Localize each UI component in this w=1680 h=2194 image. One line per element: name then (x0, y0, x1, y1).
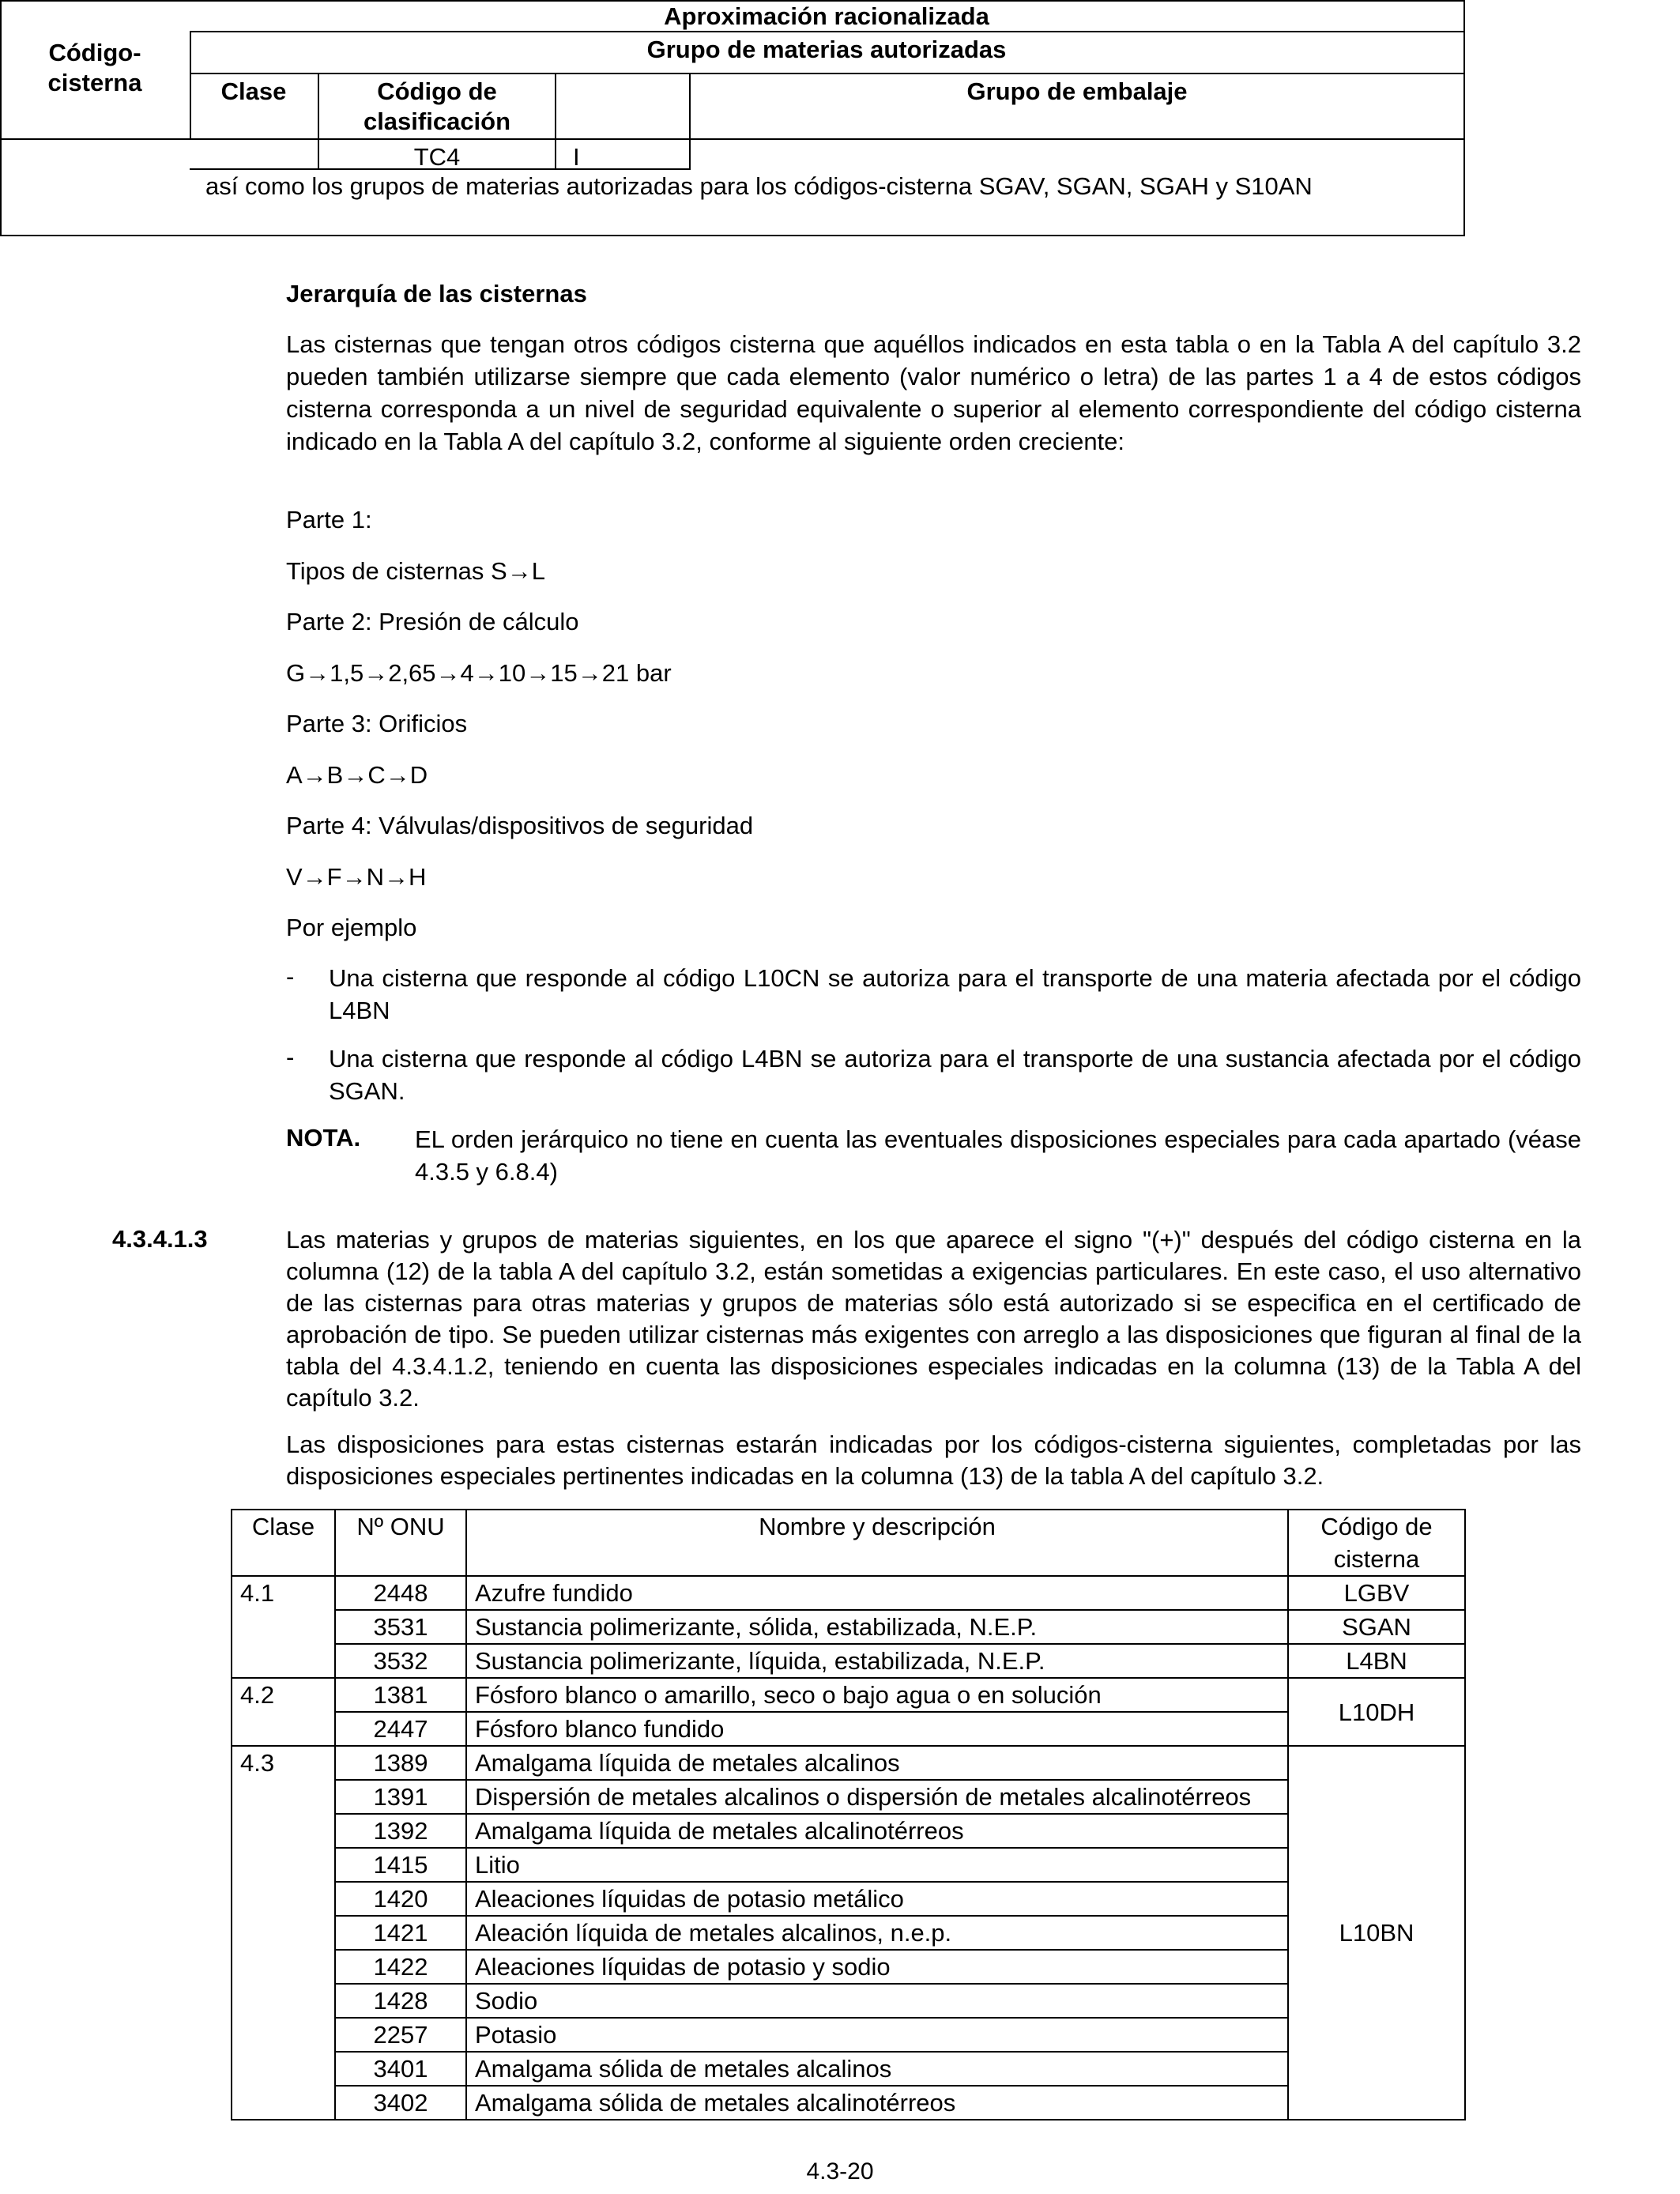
parte-3-label: Parte 3: Orificios (286, 710, 468, 737)
cell-nombre: Potasio (466, 2018, 1288, 2052)
table-row (232, 1984, 1465, 2018)
bullet-1: Una cisterna que responde al código L10CN se autoriza para el transporte de una materia afectada por el código L4BN (329, 964, 1581, 1024)
parte-1-value: Tipos de cisternas S→L (286, 557, 545, 585)
table-row (232, 1576, 1465, 1610)
table-row (232, 1678, 1465, 1712)
header-codigo-cisterna: Código de cisterna (1288, 1510, 1465, 1576)
ejemplo-label: Por ejemplo (286, 914, 417, 941)
cell-codigo-tc4: TC4 (413, 143, 461, 171)
cell-nombre: Fósforo blanco fundido (466, 1712, 1288, 1746)
cell-nombre: Amalgama líquida de metales alcalinos (466, 1746, 1288, 1780)
parte-2-label: Parte 2: Presión de cálculo (286, 608, 579, 635)
table-row (232, 1814, 1465, 1848)
bullet-2: Una cisterna que responde al código L4BN se autoriza para el transporte de una sustancia afectada por el código SGAN. (329, 1045, 1581, 1105)
cell-onu: 3532 (335, 1644, 466, 1678)
cell-nombre: Azufre fundido (466, 1576, 1288, 1610)
tank-code-table (231, 1509, 1466, 2120)
header-codigo-cisterna: Código- cisterna (47, 39, 142, 96)
cell-codigo: L10DH (1288, 1678, 1465, 1746)
cell-onu: 3531 (335, 1610, 466, 1644)
rule (190, 73, 1463, 74)
section2-para1: Las materias y grupos de materias siguientes, en los que aparece el signo "(+)" después del código cisterna en la columna (12) de la tabla A del capítulo 3.2, están sometidas a exigencias particulares. En este caso, el uso alternativo de las cisternas para otras materias y grupos de materias sólo está autorizado si se especifica en el certificado de aprobación de tipo. Se pueden utilizar cisternas más exigentes con arreglo a las disposiciones que figuran al final de la tabla del 4.3.4.1.2, teniendo en cuenta las disposiciones especiales indicadas en la columna (13) de la Tabla A del capítulo 3.2. (286, 1226, 1581, 1412)
table-row (232, 1712, 1465, 1746)
header-nombre: Nombre y descripción (466, 1510, 1288, 1576)
table-row (232, 1644, 1465, 1678)
cell-onu: 1420 (335, 1882, 466, 1916)
cell-nombre: Aleación líquida de metales alcalinos, n.e.p. (466, 1916, 1288, 1950)
cell-onu: 1428 (335, 1984, 466, 2018)
nota-text: EL orden jerárquico no tiene en cuenta las eventuales disposiciones especiales para cada apartado (véase 4.3.5 y 6.8.4) (415, 1125, 1581, 1186)
table-row (232, 2052, 1465, 2086)
cell-onu: 1392 (335, 1814, 466, 1848)
cell-onu: 2448 (335, 1576, 466, 1610)
cell-nombre: Amalgama sólida de metales alcalinotérreos (466, 2086, 1288, 2120)
section-number: 4.3.4.1.3 (112, 1225, 208, 1253)
cell-nombre: Sustancia polimerizante, líquida, estabilizada, N.E.P. (466, 1644, 1288, 1678)
cell-clase: 4.2 (232, 1678, 335, 1746)
header-clase: Clase (220, 77, 287, 105)
table-row (232, 2018, 1465, 2052)
cell-nombre: Sodio (466, 1984, 1288, 2018)
header-onu: Nº ONU (335, 1510, 466, 1576)
cell-nombre: Amalgama sólida de metales alcalinos (466, 2052, 1288, 2086)
cell-clase: 4.1 (232, 1576, 335, 1678)
bullet-dash: - (286, 1043, 295, 1071)
parte-1-label: Parte 1: (286, 506, 372, 533)
cell-nombre: Litio (466, 1848, 1288, 1882)
section-heading: Jerarquía de las cisternas (286, 280, 587, 307)
cell-codigo: SGAN (1288, 1610, 1465, 1644)
rule (555, 73, 556, 168)
cell-nombre: Fósforo blanco o amarillo, seco o bajo agua o en solución (466, 1678, 1288, 1712)
cell-onu: 1389 (335, 1746, 466, 1780)
cell-note: así como los grupos de materias autorizadas para los códigos-cisterna SGAV, SGAN, SGAH y S10AN (205, 172, 1313, 200)
table-header-row (232, 1510, 1465, 1576)
cell-codigo: L10BN (1288, 1746, 1465, 2120)
cell-onu: 1381 (335, 1678, 466, 1712)
cell-onu: 1391 (335, 1780, 466, 1814)
table-row (232, 1848, 1465, 1882)
parte-4-label: Parte 4: Válvulas/dispositivos de seguridad (286, 812, 754, 839)
parte-3-value: A→B→C→D (286, 761, 428, 789)
table-row (232, 2086, 1465, 2120)
section2-para2: Las disposiciones para estas cisternas estarán indicadas por los códigos-cisterna siguientes, completadas por las disposiciones especiales pertinentes indicadas en la columna (13) de la tabla A del capítulo 3.2. (286, 1431, 1581, 1490)
header-clase: Clase (232, 1510, 335, 1576)
cell-nombre: Dispersión de metales alcalinos o dispersión de metales alcalinotérreos (466, 1780, 1288, 1814)
cell-codigo: LGBV (1288, 1576, 1465, 1610)
table-row (232, 1610, 1465, 1644)
cell-onu: 2257 (335, 2018, 466, 2052)
page-number: 4.3-20 (806, 2158, 874, 2185)
rule (0, 138, 1463, 140)
cell-nombre: Aleaciones líquidas de potasio metálico (466, 1882, 1288, 1916)
cell-nombre: Aleaciones líquidas de potasio y sodio (466, 1950, 1288, 1984)
header-codigo-clasificacion: Código de clasificación (363, 77, 511, 135)
section-intro: Las cisternas que tengan otros códigos cisterna que aquéllos indicados en esta tabla o en la Tabla A del capítulo 3.2 pueden también utilizarse siempre que cada elemento (valor numérico o letra) de las partes 1 a 4 de estos códigos cisterna corresponda a un nivel de seguridad equivalente o superior al elemento correspondiente del código cisterna indicado en la Tabla A del capítulo 3.2, conforme al siguiente orden creciente: (286, 330, 1581, 455)
header-grupo-embalaje: Grupo de embalaje (966, 77, 1188, 105)
table-row (232, 1780, 1465, 1814)
table-row (232, 1746, 1465, 1780)
cell-onu: 1415 (335, 1848, 466, 1882)
header-grupo-materias: Grupo de materias autorizadas (646, 36, 1007, 63)
cell-onu: 1422 (335, 1950, 466, 1984)
table-row (232, 1882, 1465, 1916)
cell-onu: 1421 (335, 1916, 466, 1950)
cell-codigo: L4BN (1288, 1644, 1465, 1678)
table-row (232, 1916, 1465, 1950)
cell-nombre: Amalgama líquida de metales alcalinotérreos (466, 1814, 1288, 1848)
top-table-title: Aproximación racionalizada (664, 2, 989, 30)
cell-onu: 2447 (335, 1712, 466, 1746)
nota-label: NOTA. (286, 1124, 361, 1152)
cell-grupo-embalaje-i: I (573, 143, 580, 171)
parte-4-value: V→F→N→H (286, 863, 427, 891)
bullet-dash: - (286, 963, 295, 990)
cell-onu: 3401 (335, 2052, 466, 2086)
cell-onu: 3402 (335, 2086, 466, 2120)
table-row (232, 1950, 1465, 1984)
cell-nombre: Sustancia polimerizante, sólida, estabilizada, N.E.P. (466, 1610, 1288, 1644)
parte-2-value: G→1,5→2,65→4→10→15→21 bar (286, 659, 672, 687)
cell-clase: 4.3 (232, 1746, 335, 2120)
top-table (0, 0, 1465, 236)
